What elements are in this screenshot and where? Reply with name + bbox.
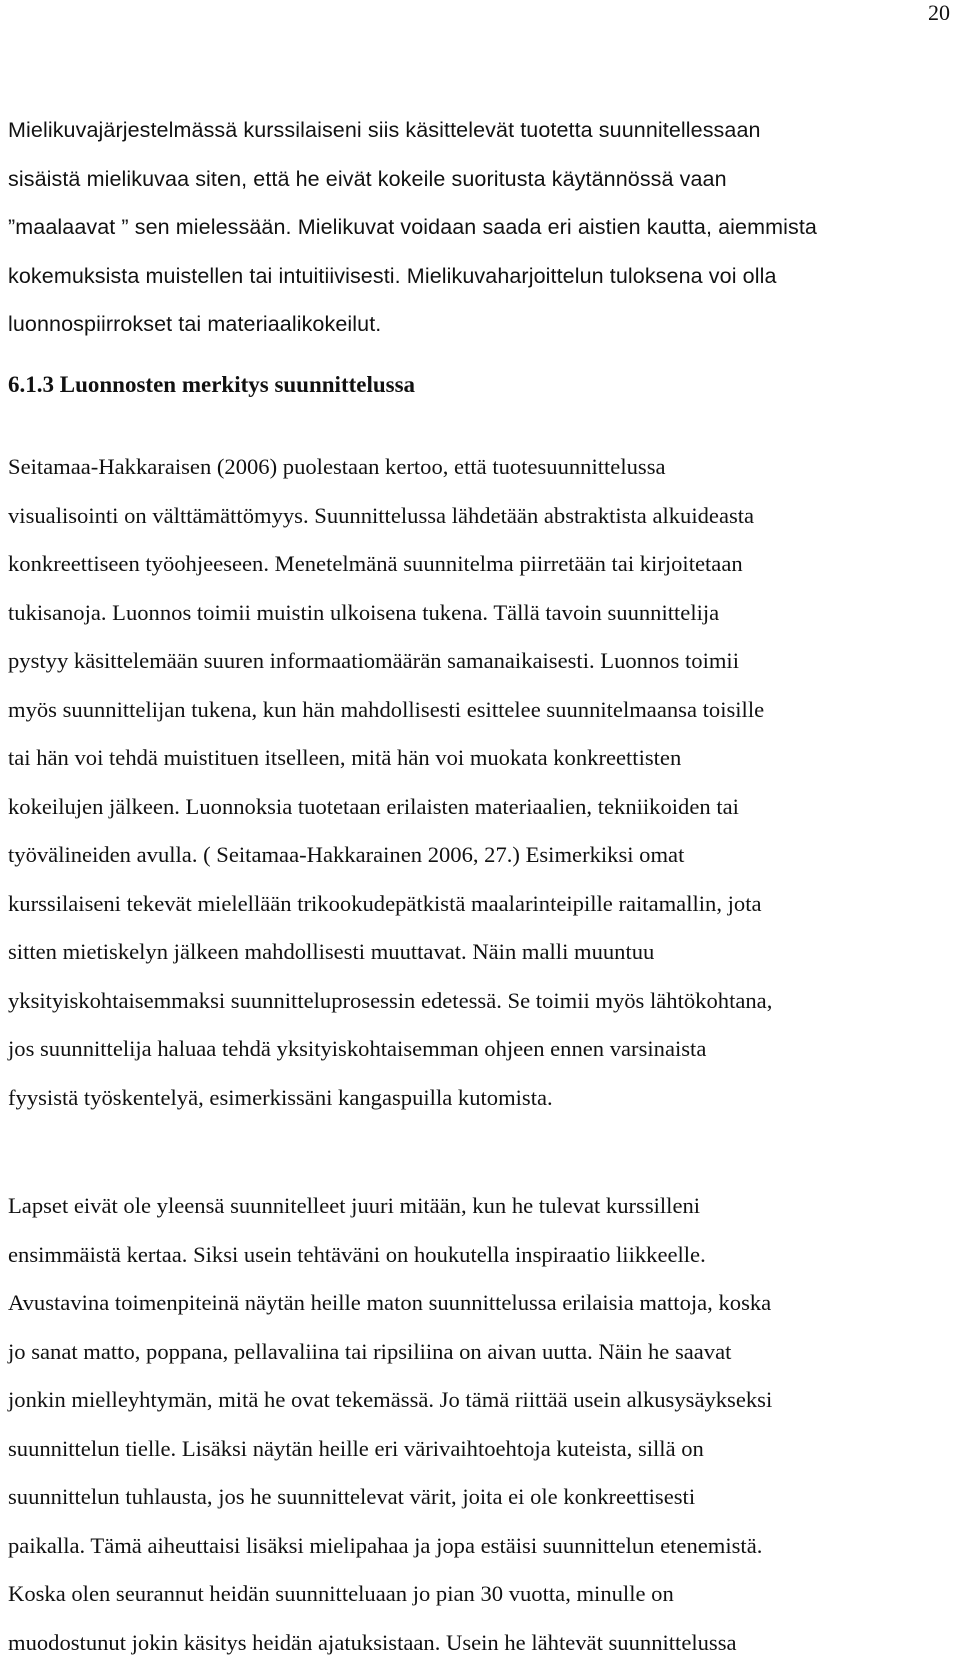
page-number: 20 xyxy=(928,0,950,25)
text-line: muodostunut jokin käsitys heidän ajatuksistaan. Usein he lähtevät suunnittelussa xyxy=(8,1629,737,1655)
text-line: visualisointi on välttämättömyys. Suunnittelussa lähdetään abstraktista alkuideasta xyxy=(8,502,755,528)
text-line: ensimmäistä kertaa. Siksi usein tehtäväni on houkutella inspiraatio liikkeelle. xyxy=(8,1241,706,1267)
text-line: tukisanoja. Luonnos toimii muistin ulkoisena tukena. Tällä tavoin suunnittelija xyxy=(8,599,720,625)
paragraph-sketches xyxy=(8,443,958,1122)
text-line: yksityiskohtaisemmaksi suunnitteluprosessin edetessä. Se toimii myös lähtökohtana, xyxy=(8,987,773,1013)
text-line: jos suunnittelija haluaa tehdä yksityiskohtaisemman ohjeen ennen varsinaista xyxy=(8,1036,707,1061)
text-line: Seitamaa-Hakkaraisen (2006) puolestaan kertoo, että tuotesuunnittelussa xyxy=(8,454,666,479)
text-line: pystyy käsittelemään suuren informaatiomäärän samanaikaisesti. Luonnos toimii xyxy=(8,648,739,673)
text-line: kurssilaiseni tekevät mielellään trikookudepätkistä maalarinteipille raitamallin, jota xyxy=(8,890,762,916)
paragraph-intro xyxy=(8,106,958,349)
text-line: jo sanat matto, poppana, pellavaliina tai ripsiliina on aivan uutta. Näin he saavat xyxy=(8,1338,732,1364)
text-line: suunnittelun tuhlausta, jos he suunnittelevat värit, joita ei ole konkreettisesti xyxy=(8,1484,696,1509)
text-line: kokemuksista muistellen tai intuitiivisesti. Mielikuvaharjoittelun tuloksena voi olla xyxy=(8,263,777,288)
text-line: luonnospiirrokset tai materiaalikokeilut. xyxy=(8,312,382,336)
text-line: sisäistä mielikuvaa siten, että he eivät kokeile suoritusta käytännössä vaan xyxy=(8,166,727,191)
text-line: Avustavina toimenpiteinä näytän heille maton suunnittelussa erilaisia mattoja, koska xyxy=(8,1290,772,1315)
text-line: Koska olen seurannut heidän suunnitteluaan jo pian 30 vuotta, minulle on xyxy=(8,1581,674,1606)
text-line: sitten mietiskelyn jälkeen mahdollisesti muuttavat. Näin malli muuntuu xyxy=(8,939,655,964)
text-line: jonkin mielleyhtymän, mitä he ovat tekemässä. Jo tämä riittää usein alkusysäykseksi xyxy=(8,1387,773,1412)
text-line: kokeilujen jälkeen. Luonnoksia tuotetaan erilaisten materiaalien, tekniikoiden tai xyxy=(8,793,739,819)
text-line: tai hän voi tehdä muistituen itselleen, mitä hän voi muokata konkreettisten xyxy=(8,745,682,770)
text-line: paikalla. Tämä aiheuttaisi lisäksi mielipahaa ja jopa estäisi suunnittelun etenemistä. xyxy=(8,1532,763,1558)
text-line: suunnittelun tielle. Lisäksi näytän heille eri värivaihtoehtoja kuteista, sillä on xyxy=(8,1435,704,1461)
section-heading: 6.1.3 Luonnosten merkitys suunnittelussa xyxy=(8,372,416,397)
text-line: myös suunnittelijan tukena, kun hän mahdollisesti esittelee suunnitelmaansa toisille xyxy=(8,696,765,722)
text-line: ”maalaavat ” sen mielessään. Mielikuvat voidaan saada eri aistien kautta, aiemmista xyxy=(8,215,817,239)
text-line: fyysistä työskentelyä, esimerkissäni kangaspuilla kutomista. xyxy=(8,1084,553,1110)
text-line: Mielikuvajärjestelmässä kurssilaiseni siis käsittelevät tuotetta suunnitellessaan xyxy=(8,118,761,142)
paragraph-children xyxy=(8,1182,958,1667)
text-line: konkreettiseen työohjeeseen. Menetelmänä suunnitelma piirretään tai kirjoitetaan xyxy=(8,551,743,576)
text-line: työvälineiden avulla. ( Seitamaa-Hakkarainen 2006, 27.) Esimerkiksi omat xyxy=(8,842,685,867)
text-line: Lapset eivät ole yleensä suunnitelleet juuri mitään, kun he tulevat kurssilleni xyxy=(8,1193,701,1218)
